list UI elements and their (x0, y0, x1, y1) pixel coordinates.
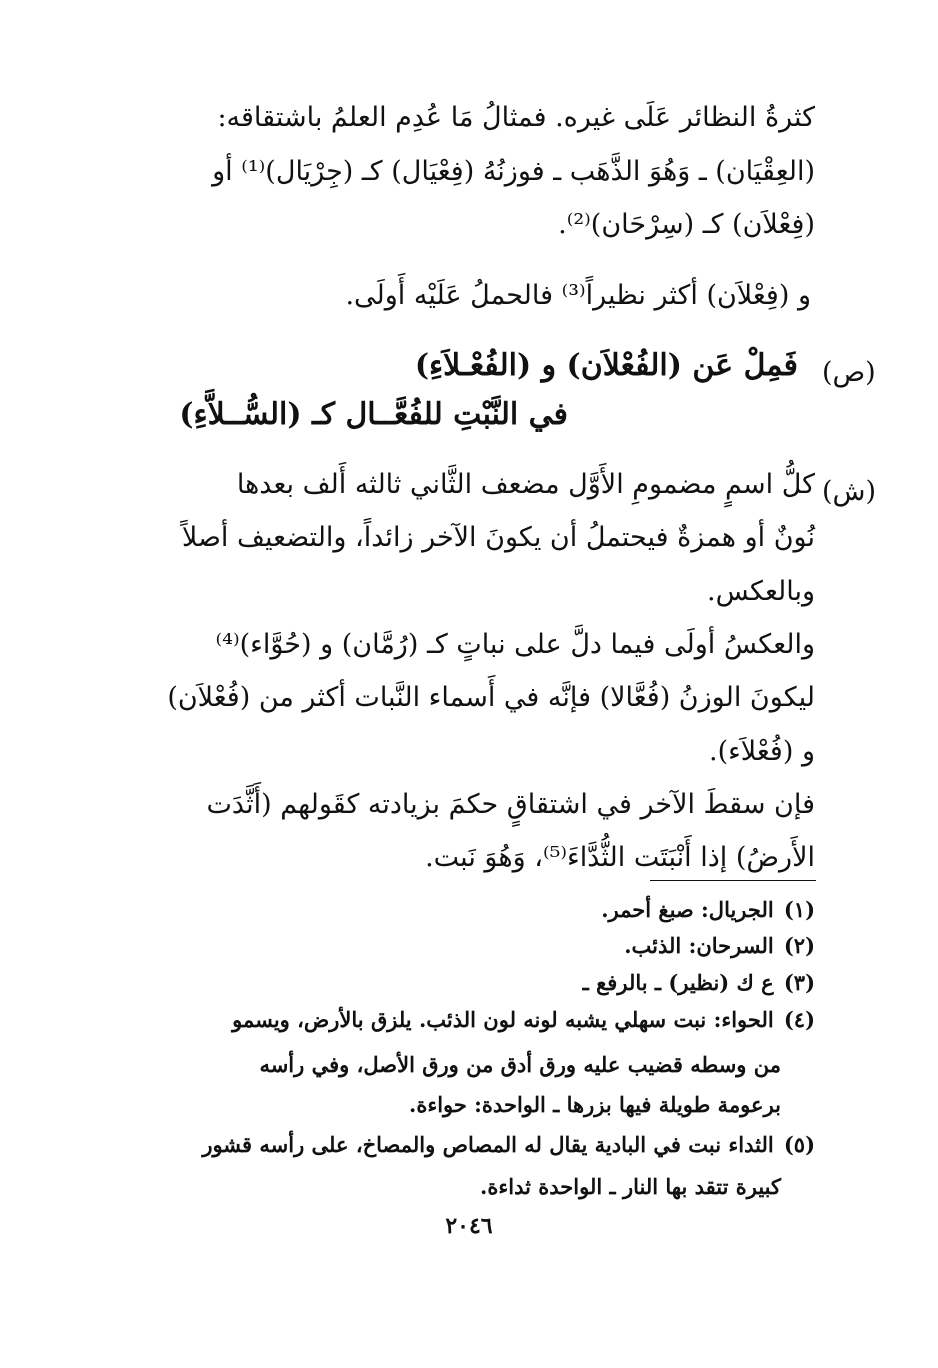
footnote-5 (115, 1128, 815, 1162)
footnote-4-continued: برعومة طويلة فيها بزرها ـ الواحدة: حواءة. (409, 1092, 781, 1117)
commentary-line: وبالعكس. (707, 576, 815, 607)
footnote-number: (١) (783, 897, 815, 922)
verse-line-1: فَمِلْ عَن (الفُعْلاَن) و (الفُعْـلاَءِ) (414, 348, 798, 383)
footnote-5-continued: كبيرة تتقد بها النار ـ الواحدة ثداءة. (480, 1174, 781, 1199)
commentary-line: نُونٌ أو همزةٌ فيحتملُ أن يكونَ الآخر زائداً، والتضعيف أصلاً (181, 522, 815, 553)
footnote-3 (583, 966, 815, 1000)
footnote-2 (624, 929, 815, 963)
footnote-text: السرحان: الذئب. (624, 933, 774, 958)
footnote-4 (115, 1003, 815, 1037)
footnote-separator (650, 880, 816, 881)
footnote-number: (٤) (783, 1007, 815, 1032)
verse-marker: (ص) (822, 357, 876, 388)
body-line: كثرةُ النظائر عَلَى غيره. فمثالُ مَا عُدِم العلمُ باشتقاقه: (217, 102, 815, 133)
footnote-1 (601, 893, 815, 927)
body-line: و (فِعْلاَن) أكثر نظيراً⁽³⁾ فالحملُ عَلَيْه أَولَى. (345, 280, 811, 311)
footnote-number: (٥) (783, 1132, 815, 1157)
commentary-line: و (فُعْلاَء). (708, 736, 815, 767)
commentary-line: والعكسُ أولَى فيما دلَّ على نباتٍ كـ (رُمَّان) و (حُوَّاء)⁽⁴⁾ (215, 629, 815, 660)
footnote-text: الحواء: نبت سهلي يشبه لونه لون الذئب. يلزق بالأرض، ويسمو (232, 1007, 774, 1032)
footnote-4-continued: من وسطه قضيب عليه ورق أدق من ورق الأصل، وفي رأسه (259, 1052, 781, 1077)
verse-line-2: في النَّبْتِ للفُعَّــال كـ (السُّــلاَّءِ) (179, 397, 568, 432)
commentary-line: كلُّ اسمٍ مضمومِ الأَوَّل مضعف الثَّاني ثالثه أَلف بعدها (236, 469, 815, 500)
footnote-text: الثداء نبت في البادية يقال له المصاص والمصاخ، على رأسه قشور (202, 1132, 774, 1157)
commentary-line: الأَرضُ) إذا أَنْبَتَت الثُّدَّاءَ⁽⁵⁾، وَهُوَ نَبت. (425, 842, 815, 873)
commentary-line: ليكونَ الوزنُ (فُعَّالا) فإنَّه في أَسماء النَّبات أكثر من (فُعْلاَن) (167, 682, 815, 713)
footnote-text: ع ك (نظير) ـ بالرفع ـ (582, 970, 774, 995)
page-number: ٢٠٤٦ (445, 1213, 493, 1239)
commentary-marker: (ش) (822, 476, 877, 507)
footnote-number: (٣) (783, 970, 815, 995)
commentary-line: فإن سقطَ الآخر في اشتقاقٍ حكمَ بزيادته كقَولهم (أَثَّدَت (206, 789, 815, 820)
footnote-text: الجريال: صبغ أحمر. (601, 897, 774, 922)
body-line: (فِعْلاَن) كـ (سِرْحَان)⁽²⁾. (558, 209, 815, 240)
body-line: (العِقْيَان) ـ وَهُوَ الذَّهَب ـ فوزنُهُ (فِعْيَال) كـ (جِرْيَال)⁽¹⁾ أو (212, 156, 815, 187)
footnote-number: (٢) (783, 933, 815, 958)
